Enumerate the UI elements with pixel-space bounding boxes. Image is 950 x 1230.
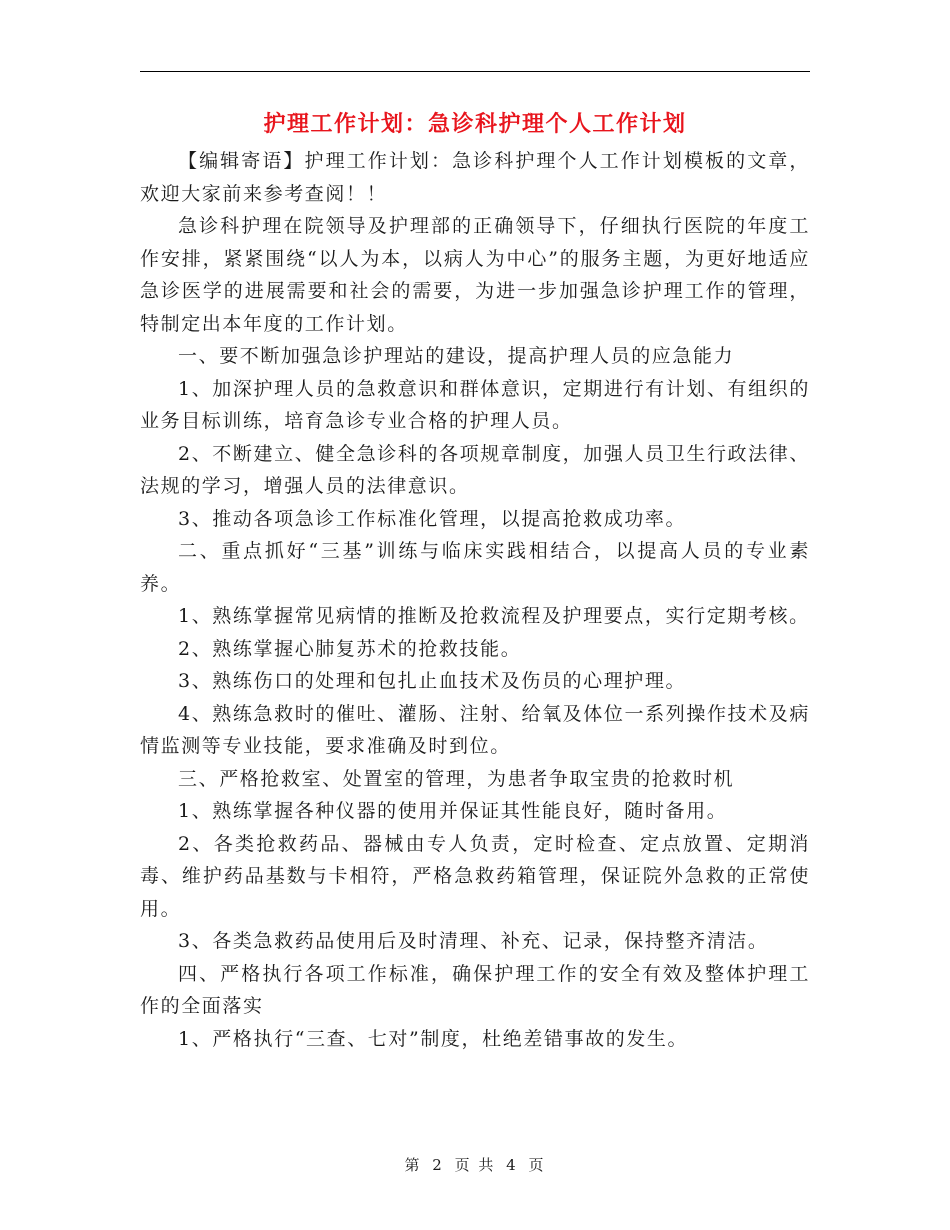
page-number-footer bbox=[0, 1153, 950, 1177]
total-page-count: 4 bbox=[506, 1156, 518, 1174]
list-item: 1、熟练掌握常见病情的推断及抢救流程及护理要点，实行定期考核。 bbox=[178, 605, 810, 627]
section-heading-2: 二、重点抓好“三基”训练与临床实践相结合，以提高人员的专业素养。 bbox=[140, 540, 810, 595]
list-item: 2、各类抢救药品、器械由专人负责，定时检查、定点放置、定期消毒、维护药品基数与卡相符，严格急救药箱管理，保证院外急救的正常使用。 bbox=[140, 832, 810, 920]
current-page-number: 2 bbox=[432, 1156, 444, 1174]
document-title: 护理工作计划：急诊科护理个人工作计划 bbox=[263, 112, 687, 137]
section-heading-3: 三、严格抢救室、处置室的管理，为患者争取宝贵的抢救时机 bbox=[178, 767, 735, 790]
list-item: 2、熟练掌握心肺复苏术的抢救技能。 bbox=[178, 637, 522, 660]
section-heading-1: 一、要不断加强急诊护理站的建设，提高护理人员的应急能力 bbox=[178, 345, 735, 367]
footer-prefix: 第 bbox=[404, 1156, 422, 1174]
list-item: 1、严格执行“三查、七对”制度，杜绝差错事故的发生。 bbox=[178, 1027, 689, 1050]
list-item: 3、各类急救药品使用后及时清理、补充、记录，保持整齐清洁。 bbox=[178, 930, 769, 952]
list-item: 3、熟练伤口的处理和包扎止血技术及伤员的心理护理。 bbox=[178, 670, 687, 692]
intro-paragraph: 急诊科护理在院领导及护理部的正确领导下，仔细执行医院的年度工作安排，紧紧围绕“以人为本，以病人为中心”的服务主题，为更好地适应急诊医学的进展需要和社会的需要，为进一步加强急诊护理工作的管理，特制定出本年度的工作计划。 bbox=[140, 215, 810, 335]
section-heading-4: 四、严格执行各项工作标准，确保护理工作的安全有效及整体护理工作的全面落实 bbox=[140, 962, 810, 1017]
list-item: 1、熟练掌握各种仪器的使用并保证其性能良好，随时备用。 bbox=[178, 800, 728, 822]
list-item: 3、推动各项急诊工作标准化管理，以提高抢救成功率。 bbox=[178, 507, 687, 530]
document-body bbox=[140, 145, 810, 1055]
header-rule bbox=[140, 71, 810, 72]
list-item: 4、熟练急救时的催吐、灌肠、注射、给氧及体位一系列操作技术及病情监测等专业技能，要求准确及时到位。 bbox=[140, 702, 810, 757]
footer-suffix: 页 bbox=[528, 1156, 546, 1174]
list-item: 1、加深护理人员的急救意识和群体意识，定期进行有计划、有组织的业务目标训练，培育急诊专业合格的护理人员。 bbox=[140, 377, 810, 432]
footer-middle: 页 共 bbox=[454, 1156, 496, 1174]
editor-note-paragraph: 【编辑寄语】护理工作计划：急诊科护理个人工作计划模板的文章，欢迎大家前来参考查阅！！ bbox=[140, 150, 810, 205]
list-item: 2、不断建立、健全急诊科的各项规章制度，加强人员卫生行政法律、法规的学习，增强人员的法律意识。 bbox=[140, 442, 810, 497]
